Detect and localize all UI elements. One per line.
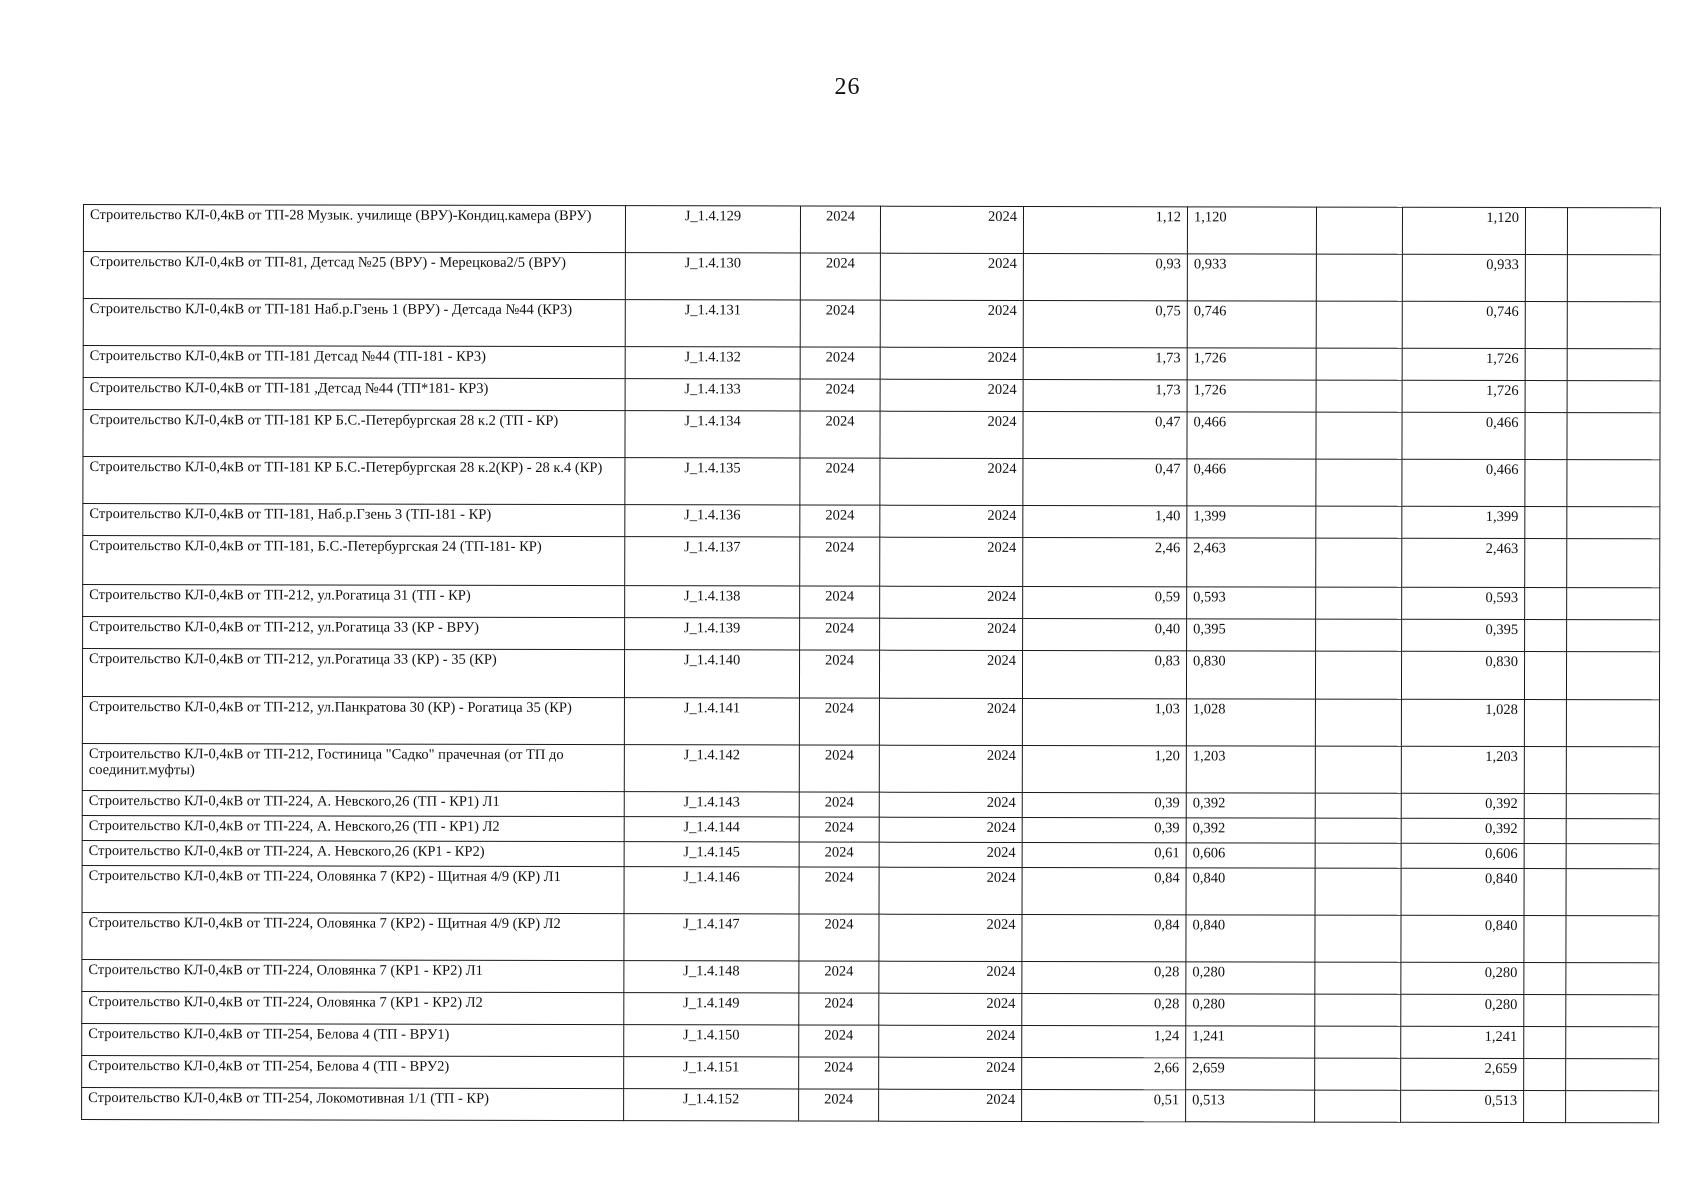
row-value-3-cell: 0,606: [1401, 843, 1524, 868]
row-year-start-cell: 2024: [799, 914, 879, 961]
row-value-1-cell: 0,28: [1022, 993, 1186, 1025]
row-code-cell: J_1.4.141: [624, 698, 799, 745]
row-code-cell: J_1.4.133: [625, 379, 800, 411]
row-value-2-cell: 0,513: [1186, 1090, 1315, 1122]
row-empty-cell: [1525, 413, 1567, 460]
row-empty-cell: [1524, 819, 1566, 844]
page-number: 26: [834, 74, 861, 100]
row-name-cell: Строительство КЛ-0,4кВ от ТП-224, Оловянка 7 (КР2) - Щитная 4/9 (КР) Л2: [82, 912, 624, 960]
row-name-cell: Строительство КЛ-0,4кВ от ТП-254, Белова 4 (ТП - ВРУ2): [82, 1055, 624, 1088]
row-value-3-cell: 0,466: [1402, 412, 1525, 459]
row-value-1-cell: 1,73: [1023, 347, 1187, 379]
row-value-2-cell: 0,830: [1186, 651, 1315, 699]
row-empty-cell: [1525, 381, 1567, 413]
table-row: [83, 205, 1660, 255]
row-code-cell: J_1.4.143: [624, 792, 799, 817]
row-empty-cell: [1567, 349, 1660, 381]
row-name-cell: Строительство КЛ-0,4кВ от ТП-181 КР Б.С.-Петербургская 28 к.2 (ТП - КР): [83, 410, 625, 458]
row-name-cell: Строительство КЛ-0,4кВ от ТП-181 Наб.р.Гзень 1 (ВРУ) - Детсада №44 (КР3): [83, 299, 625, 347]
row-value-3-cell: 2,659: [1401, 1058, 1524, 1090]
table-row: [82, 912, 1659, 962]
row-empty-cell: [1524, 652, 1566, 700]
row-code-cell: J_1.4.144: [624, 817, 799, 842]
row-empty-cell: [1315, 1058, 1401, 1090]
row-name-cell: Строительство КЛ-0,4кВ от ТП-212, ул.Рогатица 31 (ТП - КР): [83, 585, 625, 618]
row-year-end-cell: 2024: [880, 206, 1023, 253]
row-value-2-cell: 0,746: [1187, 301, 1316, 348]
row-value-3-cell: 0,280: [1401, 994, 1524, 1026]
row-empty-cell: [1316, 348, 1402, 380]
row-empty-cell: [1566, 652, 1659, 700]
row-value-1-cell: 1,12: [1023, 206, 1187, 253]
row-empty-cell: [1524, 1027, 1566, 1059]
row-year-end-cell: 2024: [879, 650, 1022, 698]
table-row: [82, 865, 1659, 915]
row-value-3-cell: 0,840: [1401, 868, 1524, 915]
row-value-3-cell: 0,466: [1402, 459, 1525, 506]
row-year-end-cell: 2024: [879, 1089, 1022, 1121]
row-year-start-cell: 2024: [799, 961, 879, 993]
row-code-cell: J_1.4.136: [625, 505, 800, 537]
table-row: [83, 457, 1660, 507]
row-year-end-cell: 2024: [879, 1057, 1022, 1089]
table-row: [82, 1023, 1659, 1058]
row-empty-cell: [1566, 844, 1659, 869]
row-value-3-cell: 1,399: [1402, 506, 1525, 538]
table-row: [82, 815, 1659, 843]
row-empty-cell: [1524, 844, 1566, 869]
row-year-start-cell: 2024: [799, 993, 879, 1025]
row-value-2-cell: 0,606: [1186, 843, 1315, 868]
row-year-start-cell: 2024: [799, 867, 879, 914]
row-year-start-cell: 2024: [800, 253, 880, 300]
row-year-end-cell: 2024: [880, 586, 1023, 618]
row-year-start-cell: 2024: [799, 1057, 879, 1089]
row-year-end-cell: 2024: [879, 842, 1022, 867]
row-empty-cell: [1525, 302, 1567, 349]
row-empty-cell: [1316, 459, 1402, 506]
row-empty-cell: [1524, 700, 1566, 747]
row-code-cell: J_1.4.131: [625, 300, 800, 347]
row-name-cell: Строительство КЛ-0,4кВ от ТП-28 Музык. училище (ВРУ)-Кондиц.камера (ВРУ): [83, 205, 625, 253]
table-row: [82, 1087, 1659, 1122]
table-row: [82, 696, 1659, 746]
row-year-start-cell: 2024: [799, 1089, 879, 1121]
row-empty-cell: [1567, 208, 1660, 255]
table-row: [83, 378, 1660, 413]
row-year-start-cell: 2024: [800, 379, 880, 411]
table-row: [83, 346, 1660, 381]
row-empty-cell: [1525, 588, 1567, 620]
row-code-cell: J_1.4.132: [625, 347, 800, 379]
row-value-1-cell: 1,40: [1023, 505, 1187, 537]
row-empty-cell: [1315, 651, 1401, 699]
table-body: [82, 205, 1661, 1123]
row-year-start-cell: 2024: [799, 1025, 879, 1057]
row-year-start-cell: 2024: [799, 650, 879, 698]
row-empty-cell: [1525, 507, 1567, 539]
row-year-end-cell: 2024: [879, 1025, 1022, 1057]
row-year-start-cell: 2024: [799, 817, 879, 842]
row-empty-cell: [1315, 843, 1401, 868]
row-value-2-cell: 2,463: [1187, 538, 1316, 587]
table-row: [82, 840, 1659, 868]
row-empty-cell: [1566, 1027, 1659, 1059]
table-row: [83, 299, 1660, 349]
row-code-cell: J_1.4.134: [625, 411, 800, 458]
row-value-1-cell: 0,47: [1023, 458, 1187, 505]
row-year-start-cell: 2024: [800, 458, 880, 505]
row-value-3-cell: 0,933: [1402, 254, 1525, 301]
row-value-1-cell: 0,39: [1022, 792, 1186, 817]
row-value-2-cell: 1,399: [1187, 506, 1316, 538]
row-empty-cell: [1566, 869, 1659, 916]
row-value-1-cell: 0,83: [1022, 650, 1186, 698]
row-empty-cell: [1316, 619, 1402, 651]
row-empty-cell: [1315, 1090, 1401, 1122]
row-value-3-cell: 0,395: [1402, 619, 1525, 651]
row-year-end-cell: 2024: [880, 300, 1023, 347]
row-value-3-cell: 2,463: [1402, 538, 1525, 587]
row-value-3-cell: 0,392: [1401, 818, 1524, 843]
row-code-cell: J_1.4.139: [625, 618, 800, 650]
row-empty-cell: [1567, 302, 1660, 349]
row-value-3-cell: 0,280: [1401, 962, 1524, 994]
row-empty-cell: [1524, 1091, 1566, 1123]
row-empty-cell: [1566, 747, 1659, 794]
row-empty-cell: [1566, 963, 1659, 995]
row-code-cell: J_1.4.146: [624, 867, 799, 914]
row-empty-cell: [1315, 746, 1401, 793]
row-code-cell: J_1.4.140: [624, 650, 799, 698]
row-empty-cell: [1567, 413, 1660, 460]
row-empty-cell: [1315, 699, 1401, 746]
row-code-cell: J_1.4.138: [625, 586, 800, 618]
data-table: [81, 204, 1661, 1123]
row-year-end-cell: 2024: [880, 347, 1023, 379]
row-year-end-cell: 2024: [880, 411, 1023, 458]
row-empty-cell: [1525, 349, 1567, 381]
row-value-1-cell: 2,46: [1023, 537, 1187, 586]
row-name-cell: Строительство КЛ-0,4кВ от ТП-181 Детсад №44 (ТП-181 - КР3): [83, 346, 625, 379]
row-code-cell: J_1.4.130: [625, 253, 800, 300]
row-year-end-cell: 2024: [880, 505, 1023, 537]
row-empty-cell: [1524, 916, 1566, 963]
row-year-start-cell: 2024: [800, 206, 880, 253]
row-code-cell: J_1.4.137: [625, 537, 800, 586]
row-empty-cell: [1315, 818, 1401, 843]
row-year-start-cell: 2024: [799, 745, 879, 792]
row-value-2-cell: 0,392: [1186, 793, 1315, 818]
row-year-start-cell: 2024: [800, 411, 880, 458]
row-name-cell: Строительство КЛ-0,4кВ от ТП-254, Локомотивная 1/1 (ТП - КР): [82, 1087, 624, 1120]
row-empty-cell: [1524, 869, 1566, 916]
row-code-cell: J_1.4.148: [624, 961, 799, 993]
row-year-end-cell: 2024: [879, 745, 1022, 792]
table-row: [83, 410, 1660, 460]
row-value-3-cell: 1,726: [1402, 348, 1525, 380]
row-code-cell: J_1.4.152: [624, 1089, 799, 1121]
row-empty-cell: [1525, 539, 1567, 588]
row-value-1-cell: 0,84: [1022, 914, 1186, 961]
row-name-cell: Строительство КЛ-0,4кВ от ТП-224, А. Невского,26 (КР1 - КР2): [82, 840, 624, 866]
row-value-2-cell: 1,241: [1186, 1026, 1315, 1058]
row-value-2-cell: 2,659: [1186, 1058, 1315, 1090]
row-empty-cell: [1316, 254, 1402, 301]
row-value-1-cell: 0,47: [1023, 411, 1187, 458]
row-year-end-cell: 2024: [880, 253, 1023, 300]
row-value-2-cell: 0,395: [1187, 619, 1316, 651]
row-empty-cell: [1567, 381, 1660, 413]
row-empty-cell: [1566, 995, 1659, 1027]
row-name-cell: Строительство КЛ-0,4кВ от ТП-254, Белова 4 (ТП - ВРУ1): [82, 1023, 624, 1056]
row-code-cell: J_1.4.151: [624, 1057, 799, 1089]
row-year-end-cell: 2024: [879, 993, 1022, 1025]
row-value-3-cell: 0,746: [1402, 301, 1525, 348]
row-name-cell: Строительство КЛ-0,4кВ от ТП-224, Оловянка 7 (КР1 - КР2) Л1: [82, 959, 624, 992]
row-value-1-cell: 2,66: [1022, 1057, 1186, 1089]
row-value-1-cell: 0,59: [1023, 586, 1187, 618]
row-empty-cell: [1315, 962, 1401, 994]
row-year-start-cell: 2024: [799, 842, 879, 867]
row-empty-cell: [1316, 506, 1402, 538]
row-value-2-cell: 1,120: [1187, 207, 1316, 254]
row-value-1-cell: 0,61: [1022, 842, 1186, 867]
row-code-cell: J_1.4.150: [624, 1025, 799, 1057]
row-empty-cell: [1524, 747, 1566, 794]
row-name-cell: Строительство КЛ-0,4кВ от ТП-224, А. Невского,26 (ТП - КР1) Л1: [82, 790, 624, 816]
row-empty-cell: [1316, 380, 1402, 412]
row-code-cell: J_1.4.129: [625, 206, 800, 253]
row-year-end-cell: 2024: [879, 914, 1022, 961]
row-value-2-cell: 1,726: [1187, 348, 1316, 380]
row-value-2-cell: 0,280: [1186, 994, 1315, 1026]
table-row: [83, 252, 1660, 302]
table-row: [82, 743, 1659, 793]
row-code-cell: J_1.4.147: [624, 914, 799, 961]
row-value-2-cell: 0,392: [1186, 818, 1315, 843]
row-name-cell: Строительство КЛ-0,4кВ от ТП-81, Детсад №25 (ВРУ) - Мерецкова2/5 (ВРУ): [83, 252, 625, 300]
row-empty-cell: [1566, 916, 1659, 963]
row-empty-cell: [1525, 620, 1567, 652]
row-value-2-cell: 0,466: [1187, 412, 1316, 459]
row-value-3-cell: 1,203: [1401, 746, 1524, 793]
row-empty-cell: [1566, 700, 1659, 747]
row-value-3-cell: 1,241: [1401, 1026, 1524, 1058]
row-empty-cell: [1524, 963, 1566, 995]
row-empty-cell: [1566, 1059, 1659, 1091]
table-row: [83, 504, 1660, 539]
row-value-2-cell: 0,593: [1187, 587, 1316, 619]
row-value-3-cell: 0,840: [1401, 915, 1524, 962]
row-empty-cell: [1567, 620, 1660, 652]
row-empty-cell: [1525, 460, 1567, 507]
row-year-start-cell: 2024: [799, 698, 879, 745]
row-value-2-cell: 0,933: [1187, 254, 1316, 301]
row-empty-cell: [1316, 207, 1402, 254]
row-empty-cell: [1524, 794, 1566, 819]
row-value-1-cell: 0,28: [1022, 961, 1186, 993]
row-name-cell: Строительство КЛ-0,4кВ от ТП-181, Б.С.-Петербургская 24 (ТП-181- КР): [83, 536, 625, 586]
row-empty-cell: [1567, 507, 1660, 539]
row-code-cell: J_1.4.142: [624, 745, 799, 792]
row-value-2-cell: 0,840: [1186, 915, 1315, 962]
row-empty-cell: [1525, 208, 1567, 255]
row-empty-cell: [1315, 1026, 1401, 1058]
row-year-start-cell: 2024: [799, 792, 879, 817]
row-code-cell: J_1.4.135: [625, 458, 800, 505]
row-year-end-cell: 2024: [879, 867, 1022, 914]
row-empty-cell: [1316, 412, 1402, 459]
row-value-1-cell: 0,40: [1023, 618, 1187, 650]
row-name-cell: Строительство КЛ-0,4кВ от ТП-212, Гостиница "Садко" прачечная (от ТП до соединит.муфты): [82, 743, 624, 791]
row-name-cell: Строительство КЛ-0,4кВ от ТП-181 КР Б.С.-Петербургская 28 к.2(КР) - 28 к.4 (КР): [83, 457, 625, 505]
row-value-2-cell: 0,280: [1186, 962, 1315, 994]
row-year-end-cell: 2024: [880, 379, 1023, 411]
row-value-1-cell: 1,24: [1022, 1025, 1186, 1057]
row-name-cell: Строительство КЛ-0,4кВ от ТП-224, А. Невского,26 (ТП - КР1) Л2: [82, 815, 624, 841]
row-name-cell: Строительство КЛ-0,4кВ от ТП-181, Наб.р.Гзень 3 (ТП-181 - КР): [83, 504, 625, 537]
row-year-end-cell: 2024: [879, 817, 1022, 842]
row-empty-cell: [1566, 819, 1659, 844]
row-value-3-cell: 1,028: [1401, 699, 1524, 746]
row-empty-cell: [1316, 301, 1402, 348]
row-value-2-cell: 1,028: [1186, 699, 1315, 746]
table-row: [83, 585, 1660, 620]
row-year-start-cell: 2024: [800, 537, 880, 586]
row-value-1-cell: 1,20: [1022, 745, 1186, 792]
table-row: [82, 991, 1659, 1026]
row-year-start-cell: 2024: [800, 300, 880, 347]
row-value-3-cell: 1,726: [1402, 380, 1525, 412]
row-empty-cell: [1316, 538, 1402, 587]
row-code-cell: J_1.4.149: [624, 993, 799, 1025]
row-year-start-cell: 2024: [800, 505, 880, 537]
row-empty-cell: [1566, 1091, 1659, 1123]
row-value-1-cell: 0,51: [1022, 1089, 1186, 1121]
row-empty-cell: [1316, 587, 1402, 619]
table-row: [82, 959, 1659, 994]
row-year-end-cell: 2024: [880, 537, 1023, 586]
table-row: [83, 536, 1660, 588]
row-value-2-cell: 1,726: [1187, 380, 1316, 412]
row-name-cell: Строительство КЛ-0,4кВ от ТП-212, ул.Рогатица 33 (КР) - 35 (КР): [82, 649, 624, 698]
row-value-1-cell: 0,93: [1023, 253, 1187, 300]
row-year-end-cell: 2024: [879, 961, 1022, 993]
row-value-2-cell: 0,466: [1187, 459, 1316, 506]
row-year-start-cell: 2024: [800, 347, 880, 379]
row-value-3-cell: 1,120: [1402, 207, 1525, 254]
row-name-cell: Строительство КЛ-0,4кВ от ТП-212, ул.Рогатица 33 (КР - ВРУ): [83, 617, 625, 650]
row-name-cell: Строительство КЛ-0,4кВ от ТП-181 ,Детсад №44 (ТП*181- КР3): [83, 378, 625, 411]
row-value-1-cell: 1,03: [1022, 698, 1186, 745]
row-empty-cell: [1315, 994, 1401, 1026]
row-empty-cell: [1567, 255, 1660, 302]
row-empty-cell: [1567, 539, 1660, 588]
row-value-3-cell: 0,392: [1401, 793, 1524, 818]
row-empty-cell: [1524, 1059, 1566, 1091]
row-year-end-cell: 2024: [879, 698, 1022, 745]
table-row: [82, 1055, 1659, 1090]
row-value-2-cell: 1,203: [1186, 746, 1315, 793]
row-name-cell: Строительство КЛ-0,4кВ от ТП-212, ул.Панкратова 30 (КР) - Рогатица 35 (КР): [82, 696, 624, 744]
row-empty-cell: [1567, 588, 1660, 620]
table-row: [83, 617, 1660, 652]
row-value-3-cell: 0,513: [1401, 1090, 1524, 1122]
row-year-end-cell: 2024: [880, 458, 1023, 505]
row-value-3-cell: 0,830: [1401, 651, 1524, 699]
row-value-2-cell: 0,840: [1186, 868, 1315, 915]
row-year-start-cell: 2024: [800, 586, 880, 618]
row-value-1-cell: 0,39: [1022, 817, 1186, 842]
row-year-start-cell: 2024: [800, 618, 880, 650]
row-empty-cell: [1567, 460, 1660, 507]
row-empty-cell: [1524, 995, 1566, 1027]
row-name-cell: Строительство КЛ-0,4кВ от ТП-224, Оловянка 7 (КР2) - Щитная 4/9 (КР) Л1: [82, 865, 624, 913]
row-value-1-cell: 0,84: [1022, 867, 1186, 914]
row-value-1-cell: 0,75: [1023, 300, 1187, 347]
row-year-end-cell: 2024: [879, 792, 1022, 817]
row-empty-cell: [1315, 868, 1401, 915]
row-code-cell: J_1.4.145: [624, 842, 799, 867]
row-empty-cell: [1525, 255, 1567, 302]
row-empty-cell: [1315, 793, 1401, 818]
table-row: [82, 790, 1659, 818]
row-year-end-cell: 2024: [880, 618, 1023, 650]
table-row: [82, 649, 1659, 700]
row-value-1-cell: 1,73: [1023, 379, 1187, 411]
row-empty-cell: [1566, 794, 1659, 819]
row-empty-cell: [1315, 915, 1401, 962]
row-value-3-cell: 0,593: [1402, 587, 1525, 619]
row-name-cell: Строительство КЛ-0,4кВ от ТП-224, Оловянка 7 (КР1 - КР2) Л2: [82, 991, 624, 1024]
